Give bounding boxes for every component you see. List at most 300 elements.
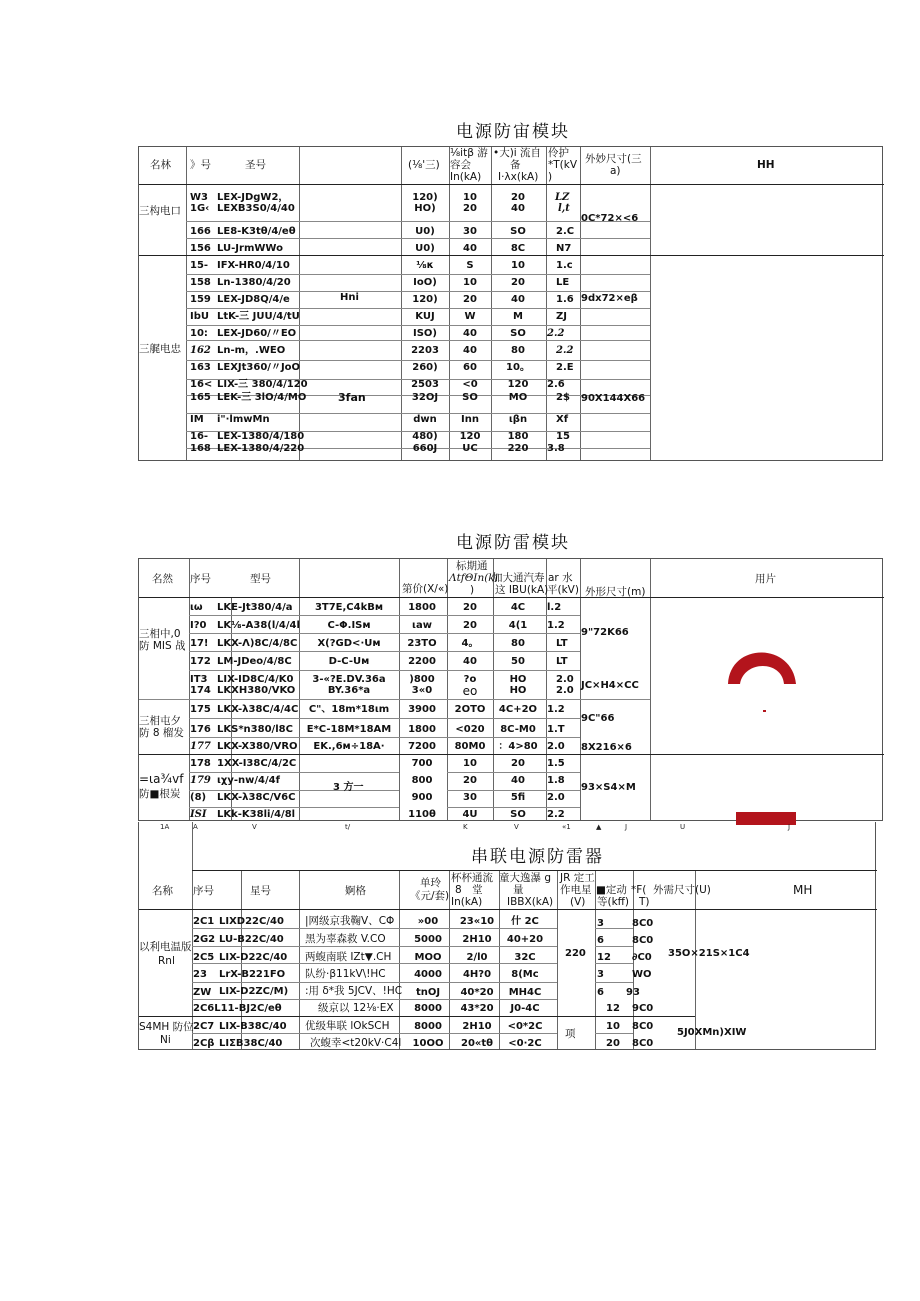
t3-h-in-3: In(kA)	[451, 896, 483, 908]
price: IoO)	[413, 277, 437, 288]
t2-group-1a: 三相屯夕	[139, 715, 181, 727]
t1-h-in-2: 容会	[450, 159, 471, 171]
up: 1.c	[556, 260, 573, 271]
imax: 8C	[510, 243, 526, 254]
imax: 220	[507, 443, 529, 454]
seq: 177	[190, 741, 211, 752]
in: 20	[463, 203, 477, 214]
in: <0	[462, 379, 478, 390]
footer-mark: J	[788, 823, 791, 831]
up: WO	[632, 969, 652, 980]
up: 2.0	[556, 674, 574, 685]
in: 60	[463, 362, 477, 373]
t1-h-image: HH	[757, 159, 775, 171]
price: KUJ	[415, 311, 435, 322]
in: 23«10	[459, 916, 495, 927]
in: 2∕l0	[466, 952, 488, 963]
seq: 179	[190, 775, 211, 786]
imax: HO	[509, 685, 527, 696]
product-image	[720, 640, 810, 825]
imax: 8(Mc	[511, 969, 539, 980]
up: 1.T	[547, 724, 565, 735]
seq: ZW	[193, 987, 212, 998]
in: <020	[455, 724, 485, 735]
in: 30	[463, 792, 477, 803]
price: dwn	[413, 414, 437, 425]
seq: 162	[190, 345, 211, 356]
imax: 50	[511, 656, 525, 667]
imax: 20	[511, 192, 525, 203]
seq: 174	[190, 685, 211, 696]
spec: E*C-18M*18AM	[306, 724, 392, 735]
in: 2OTO	[454, 704, 486, 715]
t3-h-cur-2: 等(kff)	[597, 896, 630, 908]
in: 4U	[462, 809, 478, 820]
t3-h-imax-3: IBBX(kA)	[507, 896, 554, 908]
t2-h-dims: 外形尺寸(m)	[585, 586, 646, 598]
price: 480)	[412, 431, 438, 442]
up: 15	[556, 431, 570, 442]
imax: 40	[511, 203, 525, 214]
in: 10	[463, 758, 477, 769]
spec: 次蝮幸<t20kV·C4l	[310, 1037, 402, 1049]
t2-h-up-2: 平(kV)	[547, 584, 579, 596]
t2-group-2a: =ιa¾vf	[139, 772, 184, 786]
model: LIX-B38C/40	[219, 1021, 287, 1032]
up: 1.5	[547, 758, 565, 769]
spec: BY.36*a	[327, 685, 371, 696]
model: LIΣB38C/40	[219, 1038, 283, 1049]
seq: IbU	[190, 311, 209, 322]
model: LEX-1380/4/180	[217, 431, 305, 442]
model: LKk-K38li/4/8l	[217, 809, 296, 820]
t1-dims-0: 0C*72×<6	[581, 213, 639, 224]
t3-h-volt-3: (V)	[570, 896, 586, 908]
price: »00	[417, 916, 439, 927]
imax: SO	[510, 328, 526, 339]
in: 20	[463, 620, 477, 631]
model: i"·lmwMn	[217, 414, 270, 425]
price: )800	[409, 674, 435, 685]
price: 800	[411, 775, 433, 786]
t1-dims-2: 90X144X66	[581, 393, 646, 404]
t3-dims-1: 5J0XMn)XIW	[677, 1027, 747, 1038]
seq: 2C1	[193, 916, 215, 927]
spec: 黑为辜森救 V.CO	[305, 933, 386, 945]
in: SO	[462, 392, 478, 403]
price: 120)	[412, 294, 438, 305]
imax: 20	[511, 277, 525, 288]
seq: 168	[190, 443, 211, 454]
in: 4。	[461, 638, 479, 649]
t1-h-seq: 》号	[190, 159, 211, 171]
up: 9C0	[632, 1003, 654, 1014]
model: Ln-1380/4/20	[217, 277, 291, 288]
model: LM-JDeo/4/8C	[217, 656, 292, 667]
t3-h-spec: 婀格	[345, 885, 366, 897]
in: W	[464, 311, 476, 322]
cur: 10	[606, 1021, 620, 1032]
t3-group-1a: S4MH 防位	[139, 1021, 194, 1033]
seq: (8)	[190, 792, 207, 803]
spec: X(?GD<·Uм	[317, 638, 381, 649]
in: S	[466, 260, 474, 271]
t1-h-price: (⅛'三)	[408, 159, 440, 171]
t1-h-in-3: In(kA)	[450, 171, 482, 183]
model: LKXH380/VKO	[217, 685, 296, 696]
price: 10OO	[412, 1038, 444, 1049]
t2-group-2b: 防■根炭	[139, 788, 181, 800]
up: 93	[626, 987, 640, 998]
t2-group-0a: 三相中,0	[139, 628, 181, 640]
price: 3«0	[411, 685, 433, 696]
cur: 6	[597, 987, 604, 998]
imax: 40	[511, 775, 525, 786]
model: LKX-X380/VRO	[217, 741, 298, 752]
in: 40	[463, 328, 477, 339]
imax: 4C+2O	[498, 704, 538, 715]
up: LT	[556, 656, 568, 667]
up: 2.2	[556, 345, 574, 356]
seq: 156	[190, 243, 211, 254]
in: ?o	[463, 674, 477, 685]
imax: ιβn	[508, 414, 528, 425]
t3-h-volt-1: JR 定工	[560, 872, 595, 884]
in: 40	[463, 345, 477, 356]
t1-h-up-2: *T(kV	[548, 159, 578, 171]
in: 20«tθ	[460, 1038, 494, 1049]
model: 1XX-I38C/4/2C	[217, 758, 297, 769]
spec: 优级隼联 lOkSCH	[305, 1020, 390, 1032]
t1-h-dims-2: a)	[610, 165, 621, 177]
in: Inn	[461, 414, 479, 425]
in: 40	[463, 243, 477, 254]
up: 2.2	[547, 328, 565, 339]
model: LE8-K3tθ/4/eθ	[217, 226, 296, 237]
price: ISO)	[413, 328, 437, 339]
price: 3900	[408, 704, 436, 715]
in: 10	[463, 277, 477, 288]
t2-dims-1: JC×H4×CC	[581, 680, 639, 691]
in: 2H10	[462, 1021, 492, 1032]
t3-group-0a: 以利电温版	[139, 941, 192, 953]
t2-dims-4: 93×S4×M	[581, 782, 636, 793]
price: 8000	[414, 1021, 442, 1032]
t3-h-seq: 序号	[193, 885, 214, 897]
t3-h-up-2: T)	[639, 896, 650, 908]
model: LK⅛-A38(l/4/4l	[217, 620, 300, 631]
t2-dims-3: 8X216×6	[581, 742, 632, 753]
t3-h-up-1: *F(	[631, 884, 647, 896]
t3-h-image: MH	[793, 883, 813, 897]
imax: 180	[507, 431, 529, 442]
up: Xf	[556, 414, 569, 425]
t2-h-in-2: ΛtfΘIn(ki	[449, 572, 499, 584]
price: 7200	[408, 741, 436, 752]
seq: IM	[190, 414, 204, 425]
t3-group-1b: Ni	[160, 1034, 171, 1046]
cur: 6	[597, 935, 604, 946]
in: 20	[463, 602, 477, 613]
price: 32OJ	[411, 392, 439, 403]
price: 23TO	[407, 638, 437, 649]
seq: IT3	[190, 674, 208, 685]
seq: 2C6L11-BJ2C/eθ	[193, 1003, 282, 1014]
price: ιaw	[412, 620, 432, 631]
seq: 17!	[190, 638, 209, 649]
seq: 16<	[190, 379, 213, 390]
spec: 3-«?E.DV.36a	[312, 674, 386, 685]
price: 2203	[411, 345, 439, 356]
t1-group-1: 三艉电忠	[139, 343, 181, 355]
price: U0)	[415, 226, 435, 237]
t1-h-up-3: )	[548, 171, 553, 183]
t2-h-image: 用片	[755, 573, 776, 585]
model: LEXB3S0/4/40	[217, 203, 295, 214]
up: 8C0	[632, 1021, 654, 1032]
price: 110θ	[408, 809, 436, 820]
imax: 4C	[510, 602, 526, 613]
up: 1.8	[547, 775, 565, 786]
t1-h-model: 圣号	[245, 159, 266, 171]
up: 3.8	[547, 443, 565, 454]
table1-title: 电源防宙模块	[456, 122, 570, 142]
in: 40*20	[460, 987, 494, 998]
up: 2.6	[547, 379, 565, 390]
seq: 1G‹	[190, 203, 210, 214]
imax: 4(1	[508, 620, 528, 631]
product-dot	[763, 710, 766, 712]
t2-group-1b: 防 8 榴发	[139, 727, 184, 739]
footer-mark: V	[514, 823, 519, 831]
t3-h-name: 名称	[152, 885, 173, 897]
model: LU-B22C/40	[219, 934, 284, 945]
price: 700	[411, 758, 433, 769]
seq: 178	[190, 758, 211, 769]
spec: C"、18m*18ιm	[308, 704, 390, 715]
seq: 158	[190, 277, 211, 288]
imax: J0-4C	[510, 1003, 540, 1014]
imax: ：4>80	[498, 741, 538, 752]
price: 900	[411, 792, 433, 803]
spec: :用 δ*我 5JCV、!HC	[305, 985, 403, 997]
seq: ISI	[190, 809, 207, 820]
in: 120	[459, 431, 481, 442]
up: 2$	[556, 392, 570, 403]
t3-h-dims: 外需尺寸(U)	[653, 884, 711, 896]
footer-mark: A	[193, 823, 198, 831]
up: ZJ	[556, 311, 567, 322]
imax: 20	[511, 758, 525, 769]
t3-h-imax-2: 量	[513, 884, 524, 896]
model: LIX-三 380/4/120	[217, 379, 308, 390]
price: 4000	[414, 969, 442, 980]
table2-title: 电源防雷模块	[456, 533, 570, 553]
price: 120)	[412, 192, 438, 203]
t2-h-model: 型号	[250, 573, 271, 585]
in: 2H10	[462, 934, 492, 945]
up: 8C0	[632, 918, 654, 929]
imax: 8C-M0	[500, 724, 536, 735]
t1-group-0: 三构电口	[139, 205, 181, 217]
model: LIXD22C/40	[219, 916, 284, 927]
t3-h-price-1: 单玲	[420, 877, 441, 889]
t1-h-up-1: 伶护	[548, 147, 569, 159]
seq: 23	[193, 969, 207, 980]
model: LtK-三 JUU/4/tU	[217, 311, 300, 322]
t3-h-model: 星号	[250, 885, 271, 897]
seq: ιω	[190, 602, 203, 613]
cur: 3	[597, 918, 604, 929]
t2-dims-2: 9C"66	[581, 713, 615, 724]
seq: 163	[190, 362, 211, 373]
model: LEK-三 3lO/4/MO	[217, 392, 307, 403]
in: 20	[463, 294, 477, 305]
spec: C-Φ.ISм	[327, 620, 371, 631]
imax: M	[513, 311, 523, 322]
model: LEX-1380/4/220	[217, 443, 305, 454]
imax: SO	[510, 809, 526, 820]
price: 260)	[412, 362, 438, 373]
footer-mark: t/	[345, 823, 351, 831]
t1-merged-fan: 3fan	[338, 391, 366, 404]
price: 1800	[408, 724, 436, 735]
seq: 16-	[190, 431, 209, 442]
up: 8C0	[632, 1038, 654, 1049]
imax: 40	[511, 294, 525, 305]
model: LEX-JD8Q/4/e	[217, 294, 290, 305]
in: eo	[462, 684, 478, 698]
t1-h-name: 名林	[150, 159, 171, 171]
t2-h-up-1: ar 水	[548, 572, 573, 584]
up: LE	[556, 277, 570, 288]
cur: 3	[597, 969, 604, 980]
imax: 什 2C	[511, 916, 539, 927]
imax: 32C	[514, 952, 536, 963]
imax: MH4C	[508, 987, 542, 998]
spec: EK.,6м÷18A·	[313, 741, 385, 752]
in: 40	[463, 656, 477, 667]
t2-h-name: 名然	[152, 573, 173, 585]
seq: 2Cβ	[193, 1038, 215, 1049]
model: LKS*n380/l8C	[217, 724, 293, 735]
spec: 3T7E,C4kBм	[314, 602, 384, 613]
t2-h-imax-1: 加大通汽寿	[492, 572, 545, 584]
in: 20	[463, 775, 477, 786]
up: N7	[556, 243, 572, 254]
product-arc-shape	[728, 653, 796, 685]
table3-title: 串联电源防雷器	[471, 847, 604, 867]
t3-h-in-1: 杯杯通流	[451, 872, 493, 884]
imax: 10	[511, 260, 525, 271]
model: LEX-JDgW2，	[217, 192, 289, 203]
footer-mark: 1A	[160, 823, 170, 831]
t1-h-imax-1: •大)i 流自	[493, 147, 542, 159]
spec: 队纷·β11kV\!HC	[305, 968, 386, 980]
model: LIX-D2ZC/M)	[219, 986, 289, 997]
seq: 159	[190, 294, 211, 305]
seq: I?0	[190, 620, 207, 631]
spec: D-C-Uм	[328, 656, 370, 667]
imax: 80	[511, 638, 525, 649]
seq: 2C7	[193, 1021, 215, 1032]
price: 660J	[412, 443, 438, 454]
footer-mark: K	[463, 823, 468, 831]
model: LU-JrmWWo	[217, 243, 283, 254]
model: LrX-B221FO	[219, 969, 286, 980]
imax: 5fi	[510, 792, 526, 803]
in: 4H?0	[462, 969, 492, 980]
t3-merged-voltage2: 项	[565, 1028, 576, 1040]
imax: HO	[509, 674, 527, 685]
model: IFX-HR0/4/10	[217, 260, 290, 271]
up: 1.6	[556, 294, 574, 305]
t1-h-in-1: ⅛itβ 游	[450, 147, 488, 159]
t3-h-volt-2: 作电星	[560, 884, 592, 896]
t2-h-in-1: 标期通	[456, 560, 488, 572]
footer-mark: V	[252, 823, 257, 831]
price: U0)	[415, 243, 435, 254]
t3-merged-voltage: 220	[565, 948, 586, 959]
model: LKX-λ38C/V6C	[217, 792, 296, 803]
t2-h-in-3: )	[470, 584, 475, 596]
cur: 12	[606, 1003, 620, 1014]
up: 2.0	[547, 792, 565, 803]
cur: 12	[597, 952, 611, 963]
imax: SO	[510, 226, 526, 237]
up: l.2	[547, 602, 562, 613]
model: LIX-D22C/40	[219, 952, 288, 963]
model: LKE-Jt380/4/a	[217, 602, 293, 613]
in: 43*20	[460, 1003, 494, 1014]
t3-h-price-2: 《元/套)	[410, 890, 450, 902]
seq: W3	[190, 192, 208, 203]
price: ⅛κ	[416, 260, 434, 271]
price: MOO	[414, 952, 442, 963]
up: 1.2	[547, 620, 565, 631]
up: 2.2	[547, 809, 565, 820]
price: 1800	[408, 602, 436, 613]
t2-h-seq: 序号	[190, 573, 211, 585]
t3-dims-0: 35O×21S×1C4	[668, 948, 750, 959]
seq: 165	[190, 392, 211, 403]
imax: 40+20	[506, 934, 544, 945]
t3-group-0b: Rnl	[158, 955, 175, 967]
price: 2503	[411, 379, 439, 390]
up: LT	[556, 638, 568, 649]
in: 30	[463, 226, 477, 237]
price: HO)	[414, 203, 436, 214]
t2-h-price: 第价(X/«)	[402, 583, 449, 595]
t1-h-imax-2: 备	[510, 159, 521, 171]
footer-mark: J	[625, 823, 628, 831]
imax: 80	[511, 345, 525, 356]
model: LEX-JD60/〃EO	[217, 328, 297, 339]
imax: <0*2C	[507, 1021, 543, 1032]
up: 1.2	[547, 704, 565, 715]
t1-h-imax-3: I·λx(kA)	[498, 171, 539, 183]
up: 8C0	[632, 935, 654, 946]
up: 2.E	[556, 362, 574, 373]
t2-dims-0: 9"72K66	[581, 627, 629, 638]
seq: 175	[190, 704, 211, 715]
t2-h-imax-2: 这 IBU(kA)	[495, 584, 549, 596]
footer-mark: «1	[562, 823, 571, 831]
t2-group-0b: 防 MIS 战	[139, 640, 186, 652]
up: LZ	[555, 192, 570, 203]
model: Ln-m，.WEO	[217, 345, 286, 356]
up: 2.0	[556, 685, 574, 696]
